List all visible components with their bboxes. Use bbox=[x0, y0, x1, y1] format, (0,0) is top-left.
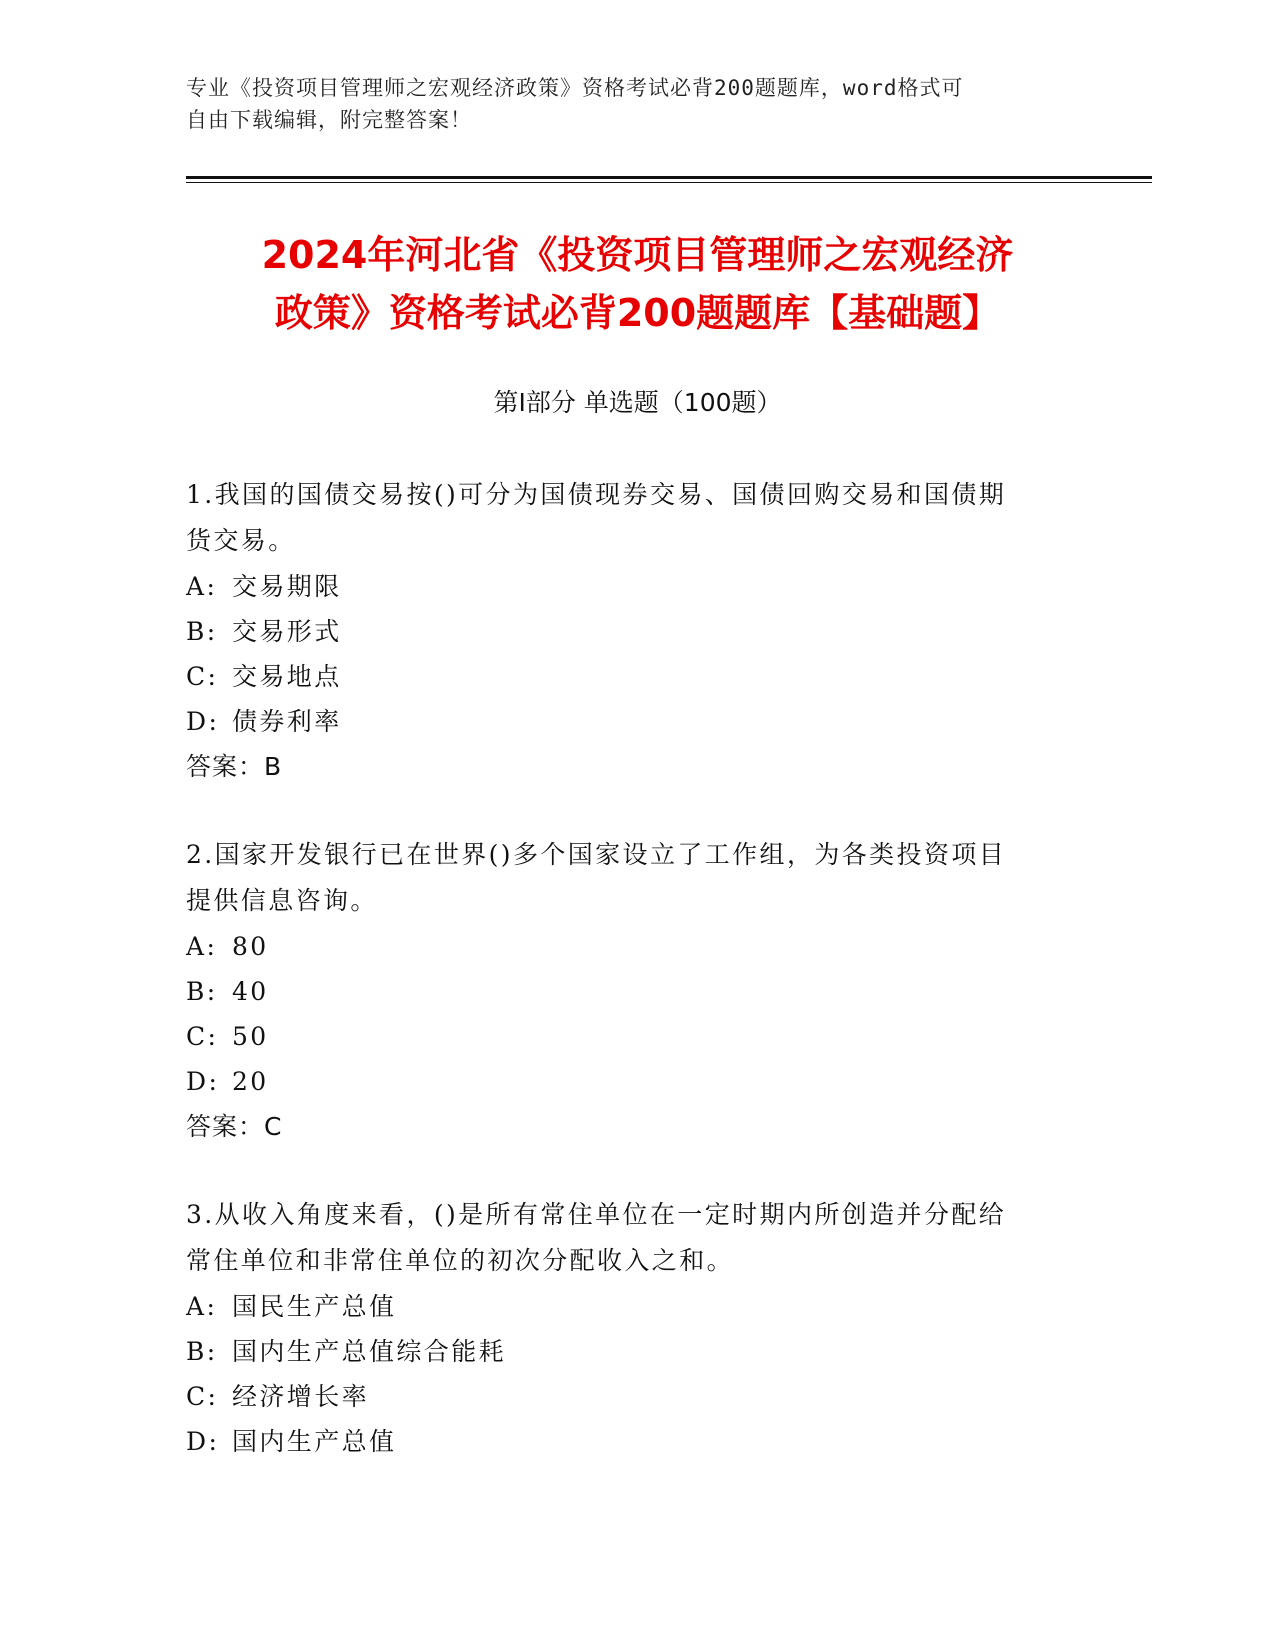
option-a bbox=[186, 924, 1066, 969]
question-stem-line: 提供信息咨询。 bbox=[186, 886, 378, 915]
option-text: 40 bbox=[232, 977, 269, 1006]
option-letter: D: bbox=[186, 1067, 220, 1096]
option-text: 交易形式 bbox=[232, 617, 342, 646]
option-letter: D: bbox=[186, 707, 220, 736]
question-stem-line: 3.从收入角度来看，()是所有常住单位在一定时期内所创造并分配给 bbox=[186, 1200, 1007, 1229]
question-1 bbox=[186, 472, 1066, 789]
option-letter: B: bbox=[186, 1337, 218, 1366]
document-title-line-1: 2024年河北省《投资项目管理师之宏观经济 bbox=[261, 233, 1014, 277]
answer-line: 答案：B bbox=[186, 752, 283, 781]
document-title bbox=[150, 226, 1125, 342]
option-b bbox=[186, 1329, 1066, 1374]
option-a bbox=[186, 564, 1066, 609]
option-text: 20 bbox=[232, 1067, 269, 1096]
option-c bbox=[186, 1374, 1066, 1419]
option-letter: C: bbox=[186, 1382, 219, 1411]
header-note-line-2: 自由下载编辑，附完整答案！ bbox=[186, 108, 472, 132]
document-title-line-2: 政策》资格考试必背200题题库【基础题】 bbox=[274, 291, 1001, 335]
option-letter: A: bbox=[186, 572, 218, 601]
option-text: 50 bbox=[232, 1022, 269, 1051]
question-list bbox=[186, 472, 1066, 1507]
option-c bbox=[186, 1014, 1066, 1059]
header-divider-thick bbox=[186, 176, 1152, 179]
option-text: 国内生产总值综合能耗 bbox=[232, 1337, 507, 1366]
question-stem-line: 常住单位和非常住单位的初次分配收入之和。 bbox=[186, 1246, 735, 1275]
option-b bbox=[186, 609, 1066, 654]
option-c bbox=[186, 654, 1066, 699]
option-d bbox=[186, 1059, 1066, 1104]
option-b bbox=[186, 969, 1066, 1014]
option-letter: D: bbox=[186, 1427, 220, 1456]
header-divider-thin bbox=[186, 182, 1152, 183]
option-text: 国内生产总值 bbox=[232, 1427, 397, 1456]
option-text: 交易地点 bbox=[232, 662, 342, 691]
option-text: 经济增长率 bbox=[232, 1382, 370, 1411]
option-letter: A: bbox=[186, 932, 218, 961]
question-3 bbox=[186, 1192, 1066, 1464]
question-stem-line: 1.我国的国债交易按()可分为国债现券交易、国债回购交易和国债期 bbox=[186, 480, 1007, 509]
answer-line: 答案：C bbox=[186, 1112, 283, 1141]
header-note-line-1: 专业《投资项目管理师之宏观经济政策》资格考试必背200题题库，word格式可 bbox=[186, 76, 964, 100]
question-stem-line: 2.国家开发银行已在世界()多个国家设立了工作组，为各类投资项目 bbox=[186, 840, 1007, 869]
option-a bbox=[186, 1284, 1066, 1329]
header-note bbox=[186, 72, 1066, 136]
option-text: 交易期限 bbox=[232, 572, 342, 601]
option-d bbox=[186, 699, 1066, 744]
option-d bbox=[186, 1419, 1066, 1464]
section-heading: 第Ⅰ部分 单选题（100题） bbox=[493, 388, 782, 417]
question-2 bbox=[186, 832, 1066, 1149]
option-letter: C: bbox=[186, 662, 219, 691]
option-letter: C: bbox=[186, 1022, 219, 1051]
option-text: 债券利率 bbox=[232, 707, 342, 736]
option-text: 国民生产总值 bbox=[232, 1292, 397, 1321]
question-stem-line: 货交易。 bbox=[186, 526, 296, 555]
option-letter: B: bbox=[186, 617, 218, 646]
option-text: 80 bbox=[232, 932, 269, 961]
option-letter: B: bbox=[186, 977, 218, 1006]
option-letter: A: bbox=[186, 1292, 218, 1321]
